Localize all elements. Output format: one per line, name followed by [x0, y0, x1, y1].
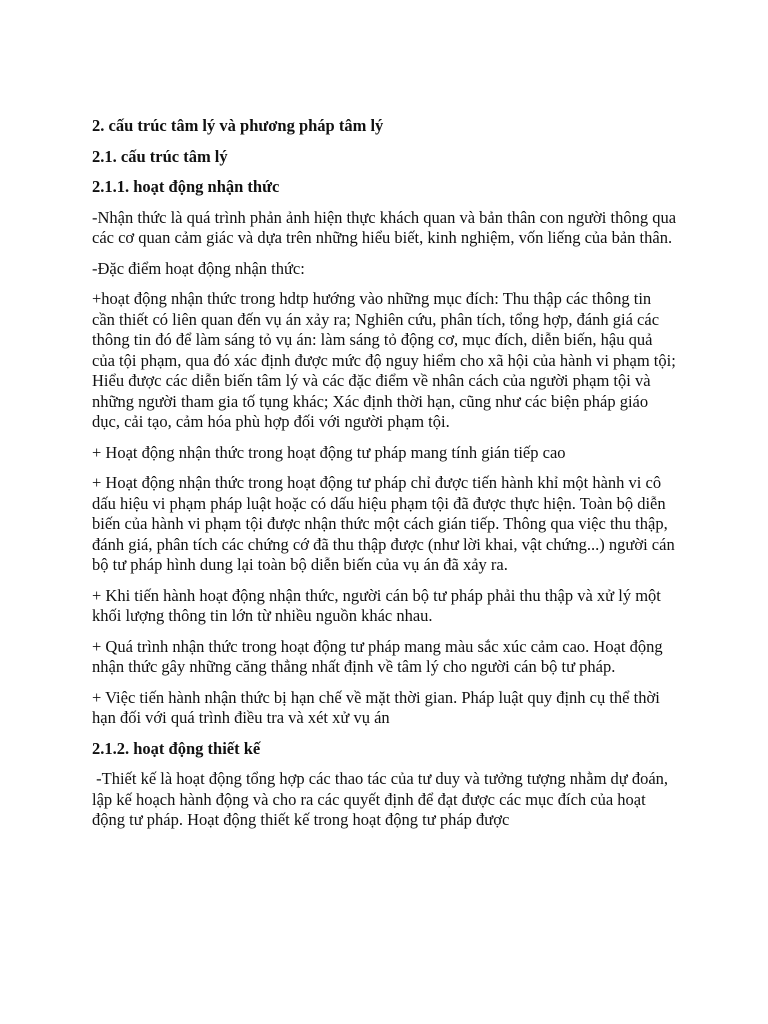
- paragraph-information-volume: + Khi tiến hành hoạt động nhận thức, người cán bộ tư pháp phải thu thập và xử lý một khối lượng thông tin lớn từ nhiều nguồn khác nhau.: [92, 585, 661, 625]
- document-page: [92, 116, 678, 841]
- paragraph-purpose: +hoạt động nhận thức trong hdtp hướng vào những mục đích: Thu thập các thông tin cần thiết có liên quan đến vụ án xảy ra; Nghiên cứu, phân tích, tổng hợp, đánh giá các thông tin đó để làm sáng tỏ vụ án: làm sáng tỏ động cơ, mục đích, diễn biến, hậu quả của tội phạm, qua đó xác định được mức độ nguy hiểm cho xã hội của hành vi phạm tội; Hiểu được các diễn biến tâm lý và các đặc điểm về nhân cách của người phạm tội và những người tham gia tố tụng khác; Xác định thời hạn, cũng như các biện pháp giáo dục, cải tạo, cảm hóa phù hợp đối với người phạm tội.: [92, 289, 676, 431]
- paragraph-definition: -Nhận thức là quá trình phản ảnh hiện thực khách quan và bản thân con người thông qua các cơ quan cảm giác và dựa trên những hiểu biết, kinh nghiệm, vốn liếng của bản thân.: [92, 207, 677, 247]
- paragraph-characteristics-intro: -Đặc điểm hoạt động nhận thức:: [92, 258, 305, 278]
- paragraph-conducted-when: + Hoạt động nhận thức trong hoạt động tư pháp chỉ được tiến hành khỉ một hành vi cô dấu hiệu vi phạm pháp luật hoặc có dấu hiệu phạm tội đã được thực hiện. Toàn bộ diễn biến của hành vi phạm tội được nhận thức một cách gián tiếp. Thông qua việc thu thập, đánh giá, phân tích các chứng cớ đã thu thập được (như lời khai, vật chứng...) người cán bộ tư pháp hình dung lại toàn bộ diễn biến của vụ án đã xảy ra.: [92, 473, 675, 574]
- heading-2-1-1: 2.1.1. hoạt động nhận thức: [92, 177, 280, 196]
- paragraph-time-limit: + Việc tiến hành nhận thức bị hạn chế về mặt thời gian. Pháp luật quy định cụ thể thời hạn đối với quá trình điều tra và xét xử vụ án: [92, 687, 660, 727]
- paragraph-design-definition: -Thiết kế là hoạt động tổng hợp các thao tác của tư duy và tưởng tượng nhằm dự đoán, lập kế hoạch hành động và cho ra các quyết định để đạt được các mục đích của hoạt động tư pháp. Hoạt động thiết kế trong hoạt động tư pháp được: [92, 769, 673, 829]
- heading-main: 2. cấu trúc tâm lý và phương pháp tâm lý: [92, 116, 384, 135]
- paragraph-emotional: + Quá trình nhận thức trong hoạt động tư pháp mang màu sắc xúc cảm cao. Hoạt động nhận thức gây những căng thẳng nhất định về tâm lý cho người cán bộ tư pháp.: [92, 636, 663, 676]
- heading-2-1: 2.1. cấu trúc tâm lý: [92, 146, 228, 166]
- paragraph-indirect: + Hoạt động nhận thức trong hoạt động tư pháp mang tính gián tiếp cao: [92, 442, 566, 462]
- heading-2-1-2: 2.1.2. hoạt động thiết kế: [92, 738, 261, 758]
